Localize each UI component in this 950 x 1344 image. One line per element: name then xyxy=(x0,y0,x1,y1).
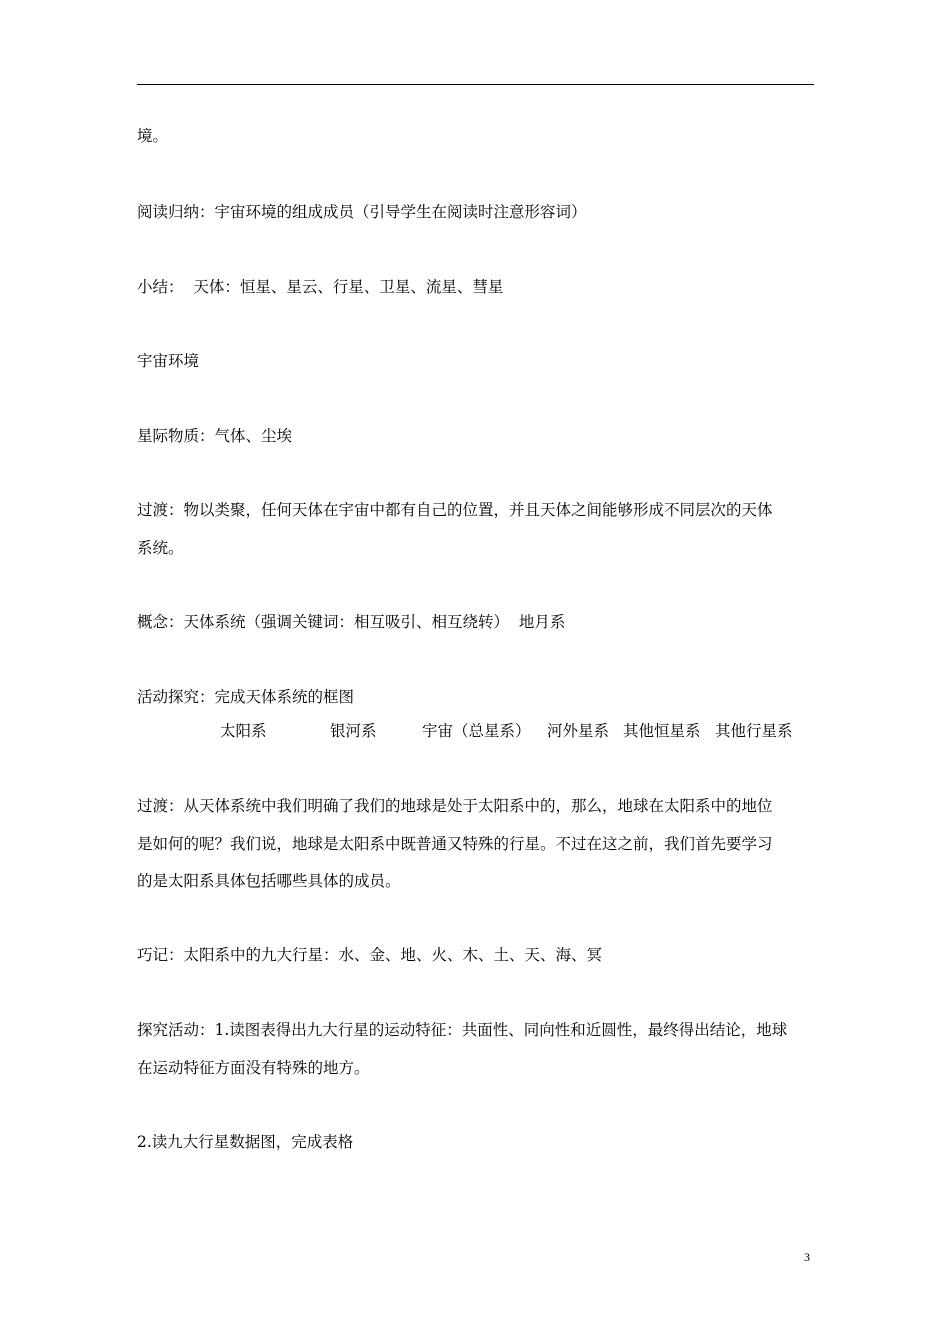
text-line-mnemonic: 巧记：太阳系中的九大行星：水、金、地、火、木、土、天、海、冥 xyxy=(137,946,603,964)
text-line-celestial-bodies: 小结： 天体：恒星、星云、行星、卫星、流星、彗星 xyxy=(137,278,504,296)
text-line-transition-2c: 的是太阳系具体包括哪些具体的成员。 xyxy=(137,872,401,890)
text-line-transition-2b: 是如何的呢？我们说，地球是太阳系中既普通又特殊的行星。不过在这之前，我们首先要学习 xyxy=(137,835,773,853)
text-line-inquiry-1a: 探究活动：1.读图表得出九大行星的运动特征：共面性、同向性和近圆性，最终得出结论，地球 xyxy=(137,1021,788,1039)
diagram-label-other-star-systems: 其他恒星系 xyxy=(623,722,701,740)
text-line-continuation: 境。 xyxy=(137,127,169,145)
header-rule xyxy=(137,84,814,85)
system-diagram-labels xyxy=(0,721,950,741)
text-line-interstellar-matter: 星际物质：气体、尘埃 xyxy=(137,427,293,445)
diagram-label-other-planet-systems: 其他行星系 xyxy=(715,722,793,740)
diagram-label-universe: 宇宙（总星系） xyxy=(422,722,531,740)
text-line-inquiry-2: 2.读九大行星数据图，完成表格 xyxy=(137,1133,354,1151)
text-line-concept: 概念：天体系统（强调关键词：相互吸引、相互绕转） 地月系 xyxy=(137,613,566,631)
page-number: 3 xyxy=(804,1250,810,1264)
text-line-reading-summary: 阅读归纳：宇宙环境的组成成员（引导学生在阅读时注意形容词） xyxy=(137,203,587,221)
text-line-activity: 活动探究：完成天体系统的框图 xyxy=(137,688,355,706)
text-line-transition-2a: 过渡：从天体系统中我们明确了我们的地球是处于太阳系中的，那么，地球在太阳系中的地位 xyxy=(137,797,773,815)
text-line-transition-1a: 过渡：物以类聚，任何天体在宇宙中都有自己的位置，并且天体之间能够形成不同层次的天体 xyxy=(137,501,773,519)
text-line-inquiry-1b: 在运动特征方面没有特殊的地方。 xyxy=(137,1059,370,1077)
text-line-transition-1b: 系统。 xyxy=(137,539,184,557)
text-line-cosmic-environment: 宇宙环境 xyxy=(137,352,200,370)
diagram-label-milky-way: 银河系 xyxy=(330,722,377,740)
diagram-label-solar-system: 太阳系 xyxy=(220,722,267,740)
diagram-label-extragalactic: 河外星系 xyxy=(547,722,610,740)
